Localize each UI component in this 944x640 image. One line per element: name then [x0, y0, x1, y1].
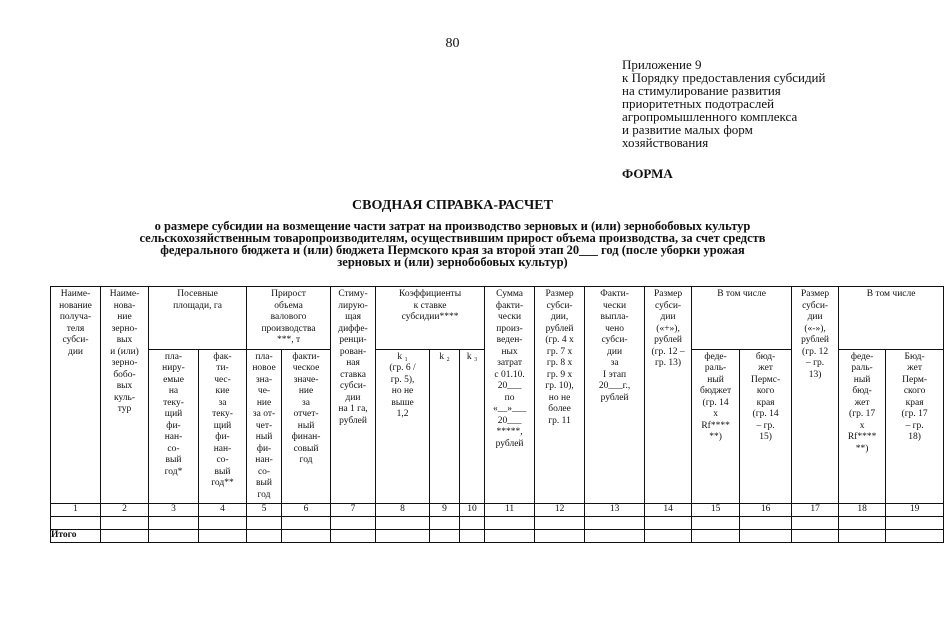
table-cell: [645, 530, 692, 543]
table-cell: [247, 517, 282, 530]
table-cell: [485, 517, 535, 530]
table-cell: [282, 530, 331, 543]
header-production-growth: Прирост объема валового производства ***, т: [247, 287, 331, 350]
column-number: 11: [485, 504, 535, 517]
table-cell: [585, 530, 645, 543]
column-number: 10: [460, 504, 485, 517]
subtitle-line: федерального бюджета и (или) бюджета Пермского края за второй этап 20___ год (после уборки урожая: [160, 243, 745, 257]
header-subsidy-plus: Размер субси- дии («+»), рублей (гр. 12 – гр. 13): [645, 287, 692, 504]
table-cell: [485, 530, 535, 543]
table-row-blank: [51, 517, 944, 530]
table-cell: [282, 517, 331, 530]
table-cell: [839, 530, 886, 543]
subtitle-line: сельскохозяйственным товаропроизводителям, осуществившим прирост объема производства, за счет средств: [139, 231, 766, 245]
subtitle-line: о размере субсидии на возмещение части затрат на производство зерновых и (или) зернобобовых культур: [154, 219, 751, 233]
column-number: 14: [645, 504, 692, 517]
header-including-2: В том числе: [839, 287, 944, 350]
table-cell: [535, 517, 585, 530]
header-paid-subsidy: Факти- чески выпла- чено субси- дии за I этап 20___г., рублей: [585, 287, 645, 504]
column-number: 12: [535, 504, 585, 517]
table-cell: [101, 517, 149, 530]
table-cell: [247, 530, 282, 543]
table-cell: [645, 517, 692, 530]
table-cell: [149, 517, 199, 530]
column-number: 9: [430, 504, 460, 517]
table-cell: [149, 530, 199, 543]
total-label: Итого: [51, 530, 101, 543]
header-growth-planned: пла- новое зна- че- ние за от- чет- ный фи- нан- со- вый год: [247, 349, 282, 504]
table-cell: [535, 530, 585, 543]
header-sown-area: Посевные площади, га: [149, 287, 247, 350]
page-number: 80: [445, 36, 460, 51]
calculation-table: [50, 286, 944, 543]
table-cell: [101, 530, 149, 543]
column-number: 1: [51, 504, 101, 517]
header-subsidy-minus: Размер субси- дии («-»), рублей (гр. 12 – гр. 13): [792, 287, 839, 504]
header-sown-actual: фак- ти- чес- кие за теку- щий фи- нан- со- вый год**: [199, 349, 247, 504]
table-cell: [331, 517, 376, 530]
header-actual-costs: Сумма факти- чески произ- веден- ных затрат с 01.10. 20___ по «__»___ 20___ *****, рублей: [485, 287, 535, 504]
header-subsidy-rate: Стиму- лирую- щая диффе- ренци- рован- ная ставка субси- дии на 1 га, рублей: [331, 287, 376, 504]
table-cell: [692, 530, 740, 543]
column-number: 19: [886, 504, 944, 517]
column-number: 6: [282, 504, 331, 517]
header-federal-budget-2: феде- раль- ный бюд- жет (гр. 17 х Rf**** **): [839, 349, 886, 504]
header-regional-budget-1: бюд- жет Пермс- кого края (гр. 14 – гр. 15): [740, 349, 792, 504]
appendix-line: приоритетных подотраслей: [622, 96, 775, 111]
header-growth-actual: факти- ческое значе- ние за отчет- ный финан- совый год: [282, 349, 331, 504]
subtitle-line: зерновых и (или) зернобобовых культур): [337, 255, 568, 269]
column-number: 13: [585, 504, 645, 517]
document-title: СВОДНАЯ СПРАВКА-РАСЧЕТ: [352, 198, 553, 213]
header-subsidy-size: Размер субси- дии, рублей (гр. 4 х гр. 7 х гр. 8 х гр. 9 х гр. 10), но не более гр. 11: [535, 287, 585, 504]
column-number: 3: [149, 504, 199, 517]
header-k1: k ₁ (гр. 6 / гр. 5), но не выше 1,2: [376, 349, 430, 504]
total-row: [51, 530, 944, 543]
document-subtitle: [40, 220, 865, 268]
table-cell: [692, 517, 740, 530]
table-cell: [460, 530, 485, 543]
table-cell: [331, 530, 376, 543]
column-number: 18: [839, 504, 886, 517]
appendix-line: агропромышленного комплекса: [622, 109, 798, 124]
column-number-row: [51, 504, 944, 517]
column-number: 15: [692, 504, 740, 517]
appendix-line: хозяйствования: [622, 135, 709, 150]
table-cell: [886, 530, 944, 543]
header-sown-planned: пла- ниру- емые на теку- щий фи- нан- со- вый год*: [149, 349, 199, 504]
table-cell: [430, 530, 460, 543]
column-number: 7: [331, 504, 376, 517]
table-cell: [740, 530, 792, 543]
appendix-line: и развитие малых форм: [622, 122, 753, 137]
table-cell: [199, 517, 247, 530]
column-number: 2: [101, 504, 149, 517]
table-cell: [460, 517, 485, 530]
table-cell: [839, 517, 886, 530]
header-coefficients: Коэффициенты к ставке субсидии****: [376, 287, 485, 350]
header-k3: k ₃: [460, 349, 485, 504]
header-including-1: В том числе: [692, 287, 792, 350]
appendix-line: Приложение 9: [622, 57, 702, 72]
column-number: 8: [376, 504, 430, 517]
table-cell: [51, 517, 101, 530]
column-number: 4: [199, 504, 247, 517]
table-cell: [585, 517, 645, 530]
appendix-reference: [622, 58, 825, 149]
header-recipient: Наиме- нование получа- теля субси- дии: [51, 287, 101, 504]
column-number: 5: [247, 504, 282, 517]
table-cell: [886, 517, 944, 530]
table-cell: [430, 517, 460, 530]
appendix-line: на стимулирование развития: [622, 83, 781, 98]
header-federal-budget-1: феде- раль- ный бюджет (гр. 14 х Rf**** **): [692, 349, 740, 504]
table-cell: [376, 530, 430, 543]
header-regional-budget-2: Бюд- жет Перм- ского края (гр. 17 – гр. 18): [886, 349, 944, 504]
table-cell: [792, 517, 839, 530]
form-label: ФОРМА: [622, 166, 673, 181]
table-cell: [199, 530, 247, 543]
table-cell: [376, 517, 430, 530]
table-cell: [792, 530, 839, 543]
column-number: 17: [792, 504, 839, 517]
header-crop: Наиме- нова- ние зерно- вых и (или) зерно- бобо- вых куль- тур: [101, 287, 149, 504]
column-number: 16: [740, 504, 792, 517]
header-k2: k ₂: [430, 349, 460, 504]
appendix-line: к Порядку предоставления субсидий: [622, 70, 826, 85]
table-cell: [740, 517, 792, 530]
